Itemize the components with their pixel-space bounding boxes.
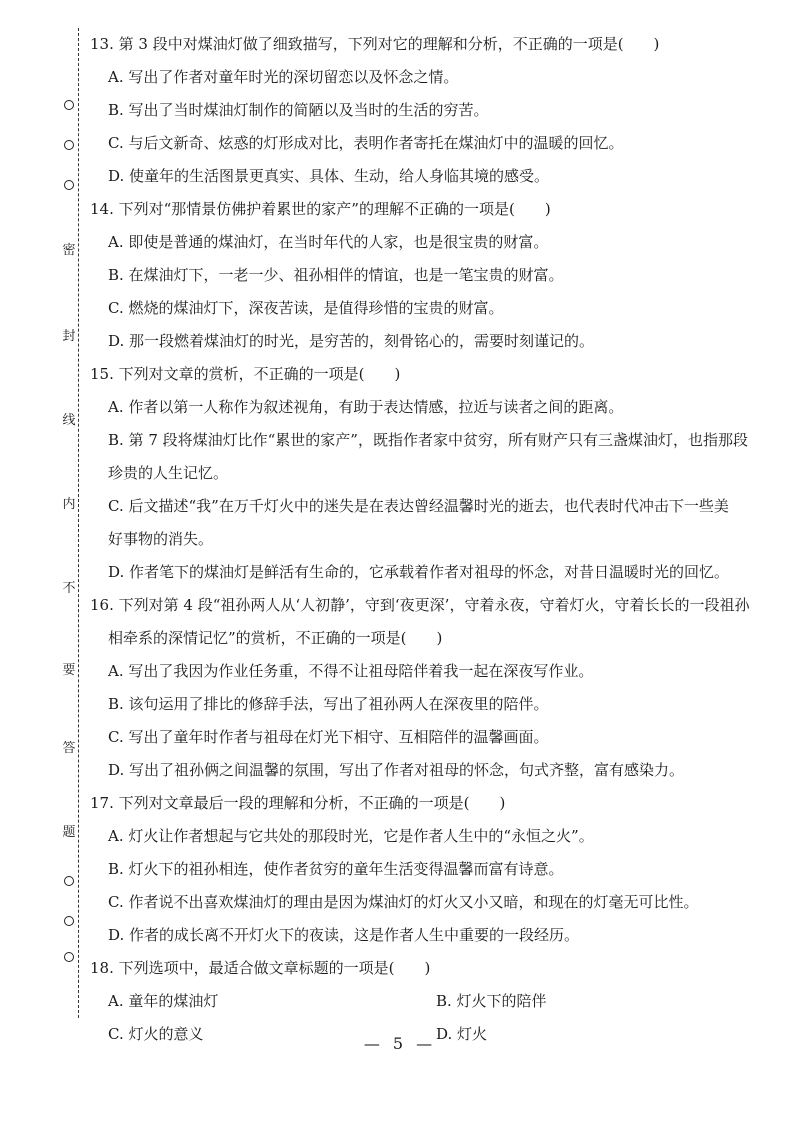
binding-char: 内 xyxy=(62,497,76,512)
option-b: B. 灯火下的祖孙相连，使作者贫穷的童年生活变得温馨而富有诗意。 xyxy=(108,860,564,878)
binding-char: 不 xyxy=(62,581,76,596)
circle-mark xyxy=(64,916,74,926)
option-a: A. 即使是普通的煤油灯，在当时年代的人家，也是很宝贵的财富。 xyxy=(108,233,549,251)
question-15 xyxy=(88,358,778,589)
option-c: C. 燃烧的煤油灯下，深夜苦读，是值得珍惜的宝贵的财富。 xyxy=(108,299,504,317)
binding-char: 封 xyxy=(62,329,76,344)
option-b: B. 写出了当时煤油灯制作的简陋以及当时的生活的穷苦。 xyxy=(108,101,489,119)
question-stem: 18. 下列选项中，最适合做文章标题的一项是( ) xyxy=(90,959,431,977)
option-continuation: 好事物的消失。 xyxy=(108,530,214,548)
binding-char: 线 xyxy=(62,413,76,428)
circle-mark xyxy=(64,952,74,962)
binding-char: 题 xyxy=(62,825,76,840)
question-stem: 14. 下列对“那情景仿佛护着累世的家产”的理解不正确的一项是( ) xyxy=(90,200,551,218)
option-b: B. 该句运用了排比的修辞手法，写出了祖孙两人在深夜里的陪伴。 xyxy=(108,695,549,713)
option-d: D. 作者笔下的煤油灯是鲜活有生命的，它承载着作者对祖母的怀念，对昔日温暖时光的回忆。 xyxy=(108,563,730,581)
question-13 xyxy=(88,28,778,193)
option-a: A. 写出了作者对童年时光的深切留恋以及怀念之情。 xyxy=(108,68,459,86)
option-a: A. 童年的煤油灯 xyxy=(108,992,219,1010)
question-17 xyxy=(88,787,778,952)
option-c: C. 写出了童年时作者与祖母在灯光下相守、互相陪伴的温馨画面。 xyxy=(108,728,549,746)
circle-mark xyxy=(64,100,74,110)
option-c xyxy=(88,490,778,556)
option-a: A. 灯火让作者想起与它共处的那段时光，它是作者人生中的“永恒之火”。 xyxy=(108,827,594,845)
binding-char: 密 xyxy=(62,243,76,258)
option-text: B. 第 7 段将煤油灯比作“累世的家产”，既指作者家中贫穷，所有财产只有三盏煤油灯，也指那段 xyxy=(108,431,748,449)
binding-char: 要 xyxy=(62,663,76,678)
question-stem-continuation: 相牵系的深情记忆”的赏析，不正确的一项是( ) xyxy=(108,629,443,647)
seal-line xyxy=(78,28,79,1018)
question-stem: 16. 下列对第 4 段“祖孙两人从‘人初静’，守到‘夜更深’，守着永夜，守着灯火，守着长长的一段祖孙 xyxy=(90,596,750,614)
option-d: D. 使童年的生活图景更真实、具体、生动，给人身临其境的感受。 xyxy=(108,167,550,185)
question-stem: 15. 下列对文章的赏析，不正确的一项是( ) xyxy=(90,365,401,383)
option-d: D. 灯火 xyxy=(436,1025,488,1043)
question-list xyxy=(88,28,778,1051)
option-a: A. 写出了我因为作业任务重，不得不让祖母陪伴着我一起在深夜写作业。 xyxy=(108,662,594,680)
question-stem: 13. 第 3 段中对煤油灯做了细致描写，下列对它的理解和分析，不正确的一项是( ) xyxy=(90,35,660,53)
option-continuation: 珍贵的人生记忆。 xyxy=(108,464,229,482)
option-c: C. 灯火的意义 xyxy=(108,1025,204,1043)
option-text: C. 后文描述“我”在万千灯火中的迷失是在表达曾经温馨时光的逝去，也代表时代冲击下一些美 xyxy=(108,497,729,515)
option-c: C. 与后文新奇、炫惑的灯形成对比，表明作者寄托在煤油灯中的温暖的回忆。 xyxy=(108,134,624,152)
circle-mark xyxy=(64,180,74,190)
option-b xyxy=(88,424,778,490)
option-d: D. 那一段燃着煤油灯的时光，是穷苦的，刻骨铭心的，需要时刻谨记的。 xyxy=(108,332,595,350)
option-row xyxy=(88,985,778,1018)
question-14 xyxy=(88,193,778,358)
option-a: A. 作者以第一人称作为叙述视角，有助于表达情感，拉近与读者之间的距离。 xyxy=(108,398,624,416)
binding-char: 答 xyxy=(62,741,76,756)
option-b: B. 在煤油灯下，一老一少、祖孙相伴的情谊，也是一笔宝贵的财富。 xyxy=(108,266,564,284)
option-d: D. 作者的成长离不开灯火下的夜读，这是作者人生中重要的一段经历。 xyxy=(108,926,580,944)
option-d: D. 写出了祖孙俩之间温馨的氛围，写出了作者对祖母的怀念，句式齐整，富有感染力。 xyxy=(108,761,685,779)
option-c: C. 作者说不出喜欢煤油灯的理由是因为煤油灯的灯火又小又暗，和现在的灯毫无可比性。 xyxy=(108,893,699,911)
binding-margin xyxy=(0,0,80,1030)
page-number: — 5 — xyxy=(363,1034,437,1053)
circle-mark xyxy=(64,876,74,886)
question-stem: 17. 下列对文章最后一段的理解和分析，不正确的一项是( ) xyxy=(90,794,506,812)
question-16 xyxy=(88,589,778,787)
option-b: B. 灯火下的陪伴 xyxy=(436,992,547,1010)
circle-mark xyxy=(64,140,74,150)
